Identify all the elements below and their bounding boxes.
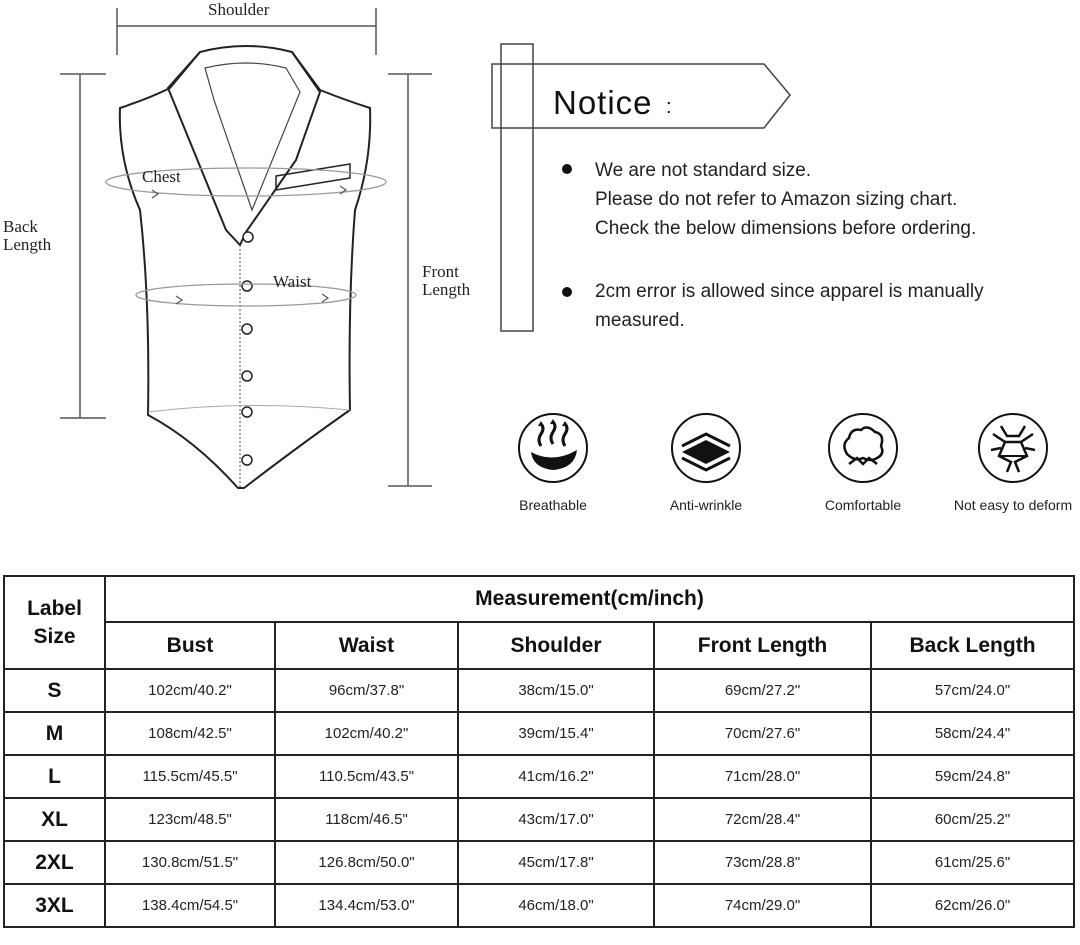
table-cell: 39cm/15.4" xyxy=(458,712,654,755)
table-cell: 138.4cm/54.5" xyxy=(105,884,275,927)
table-cell: 123cm/48.5" xyxy=(105,798,275,841)
notice-bullet-2-line-2: measured. xyxy=(595,310,685,331)
comfortable-icon xyxy=(827,412,899,484)
size-chart-table xyxy=(3,575,1075,928)
table-cell: 73cm/28.8" xyxy=(654,841,871,884)
table-cell: 115.5cm/45.5" xyxy=(105,755,275,798)
waist-label: Waist xyxy=(273,272,312,291)
notice-bullet-1-line-3: Check the below dimensions before ordering. xyxy=(595,218,977,239)
table-row xyxy=(4,755,1074,798)
front-length-label-line2: Length xyxy=(422,280,471,299)
table-cell: 57cm/24.0" xyxy=(871,669,1074,712)
table-cell: 71cm/28.0" xyxy=(654,755,871,798)
table-cell: 62cm/26.0" xyxy=(871,884,1074,927)
shoulder-label: Shoulder xyxy=(208,0,270,19)
feature-label: Anti-wrinkle xyxy=(669,497,743,513)
table-cell: 46cm/18.0" xyxy=(458,884,654,927)
not-easy-to-deform-icon xyxy=(977,412,1049,484)
notice-colon: : xyxy=(666,96,672,118)
chest-label: Chest xyxy=(142,167,181,186)
table-row xyxy=(4,669,1074,712)
size-cell: 3XL xyxy=(4,884,105,927)
table-cell: 45cm/17.8" xyxy=(458,841,654,884)
vest-diagram xyxy=(0,0,500,500)
table-row xyxy=(4,841,1074,884)
table-row xyxy=(4,884,1074,927)
table-row xyxy=(4,798,1074,841)
table-cell: 110.5cm/43.5" xyxy=(275,755,458,798)
breathable-icon xyxy=(517,412,589,484)
table-cell: 72cm/28.4" xyxy=(654,798,871,841)
column-header-waist: Waist xyxy=(275,622,458,669)
table-cell: 61cm/25.6" xyxy=(871,841,1074,884)
table-cell: 118cm/46.5" xyxy=(275,798,458,841)
table-cell: 59cm/24.8" xyxy=(871,755,1074,798)
notice-bullet-2-line-1: 2cm error is allowed since apparel is manually xyxy=(595,281,984,302)
front-length-label-line1: Front xyxy=(422,262,459,281)
column-header-back-length: Back Length xyxy=(871,622,1074,669)
feature-label: Breathable xyxy=(519,497,587,513)
feature-breathable xyxy=(478,412,628,513)
table-cell: 69cm/27.2" xyxy=(654,669,871,712)
back-length-label-line1: Back xyxy=(3,217,38,236)
column-header-front-length: Front Length xyxy=(654,622,871,669)
anti-wrinkle-icon xyxy=(670,412,742,484)
table-cell: 102cm/40.2" xyxy=(275,712,458,755)
feature-label: Comfortable xyxy=(824,497,902,513)
feature-anti-wrinkle xyxy=(631,412,781,513)
feature-comfortable xyxy=(788,412,938,513)
size-cell: 2XL xyxy=(4,841,105,884)
table-cell: 134.4cm/53.0" xyxy=(275,884,458,927)
table-cell: 43cm/17.0" xyxy=(458,798,654,841)
table-cell: 41cm/16.2" xyxy=(458,755,654,798)
size-cell: M xyxy=(4,712,105,755)
label-size-header-line1: Label xyxy=(27,596,82,620)
table-cell: 102cm/40.2" xyxy=(105,669,275,712)
table-cell: 38cm/15.0" xyxy=(458,669,654,712)
feature-label: Not easy to deform xyxy=(953,497,1073,513)
table-cell: 70cm/27.6" xyxy=(654,712,871,755)
table-cell: 60cm/25.2" xyxy=(871,798,1074,841)
table-row xyxy=(4,712,1074,755)
label-size-header xyxy=(4,576,105,669)
notice-bullet-1-line-1: We are not standard size. xyxy=(595,160,812,181)
table-cell: 126.8cm/50.0" xyxy=(275,841,458,884)
bullet-dot xyxy=(562,164,572,174)
table-cell: 108cm/42.5" xyxy=(105,712,275,755)
table-cell: 74cm/29.0" xyxy=(654,884,871,927)
size-cell: XL xyxy=(4,798,105,841)
column-header-bust: Bust xyxy=(105,622,275,669)
bullet-dot xyxy=(562,287,572,297)
label-size-header-line2: Size xyxy=(33,624,76,648)
size-cell: S xyxy=(4,669,105,712)
table-cell: 130.8cm/51.5" xyxy=(105,841,275,884)
table-cell: 96cm/37.8" xyxy=(275,669,458,712)
measurement-header: Measurement(cm/inch) xyxy=(105,576,1074,622)
feature-not-easy-to-deform xyxy=(938,412,1080,513)
table-cell: 58cm/24.4" xyxy=(871,712,1074,755)
size-cell: L xyxy=(4,755,105,798)
notice-title: Notice xyxy=(553,84,653,121)
notice-bullet-1-line-2: Please do not refer to Amazon sizing chart. xyxy=(595,189,958,210)
column-header-shoulder: Shoulder xyxy=(458,622,654,669)
back-length-label-line2: Length xyxy=(3,235,52,254)
